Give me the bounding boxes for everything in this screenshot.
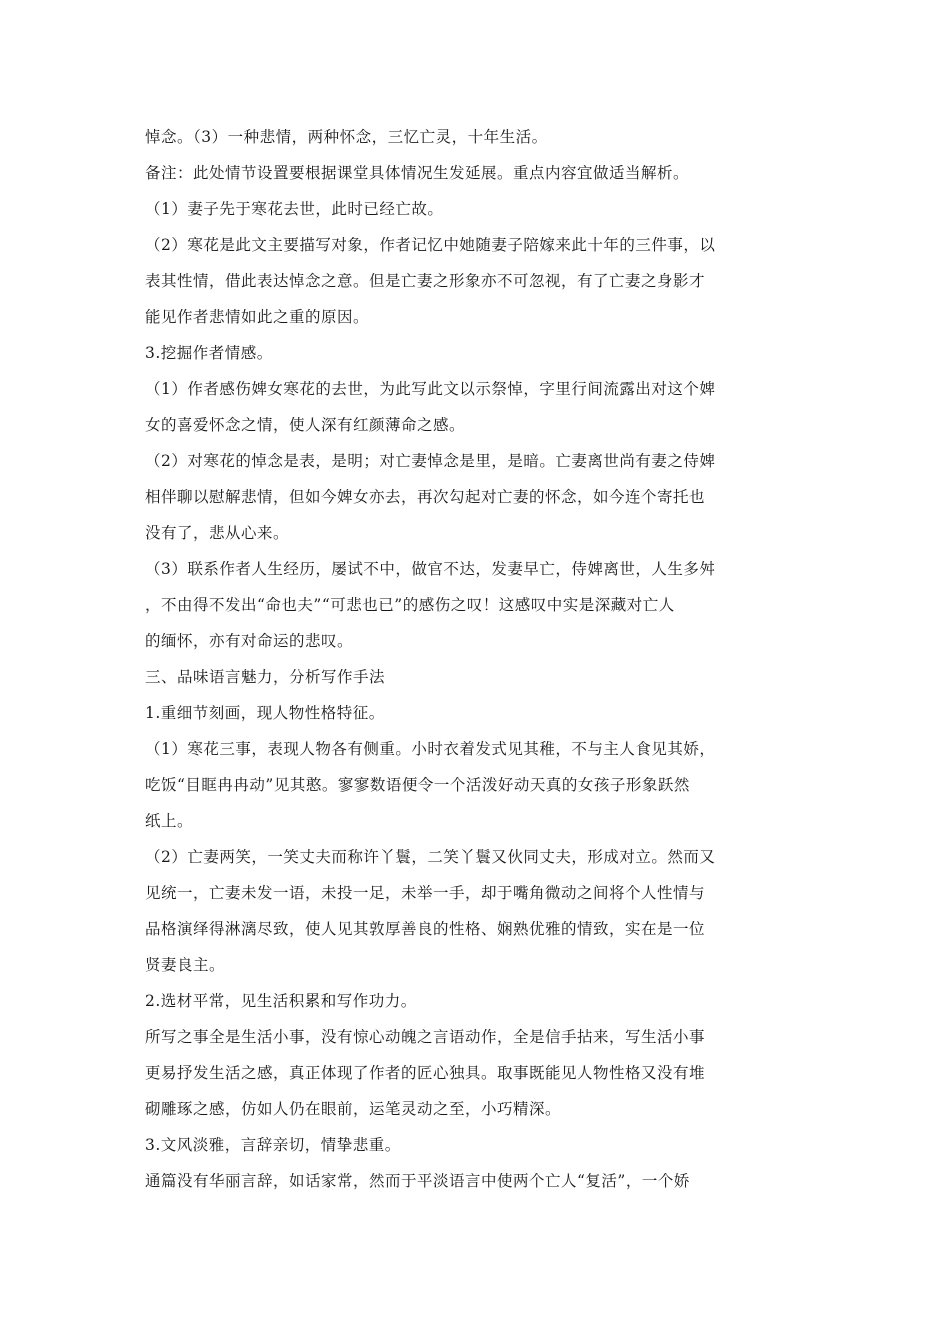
text-line: 吃饭“目眶冉冉动”见其憨。寥寥数语便令一个活泼好动天真的女孩子形象跃然 — [145, 776, 690, 794]
text-line: 表其性情，借此表达悼念之意。但是亡妻之形象亦不可忽视，有了亡妻之身影才 — [145, 272, 706, 290]
section-heading: 三、品味语言魅力，分析写作手法 — [145, 668, 386, 686]
text-line: 所写之事全是生活小事，没有惊心动魄之言语动作，全是信手拈来，写生活小事 — [145, 1028, 706, 1046]
text-line: 女的喜爱怀念之情，使人深有红颜薄命之感。 — [145, 416, 466, 434]
text-line: 品格演绎得淋漓尽致，使人见其敦厚善良的性格、娴熟优雅的情致，实在是一位 — [145, 920, 706, 938]
text-line: （2）对寒花的悼念是表，是明；对亡妻悼念是里，是暗。亡妻离世尚有妻之侍婢 — [145, 452, 716, 470]
text-line: （1）妻子先于寒花去世，此时已经亡故。 — [145, 200, 444, 218]
document-body — [145, 119, 765, 1199]
text-line: 悼念。（3）一种悲情，两种怀念，三忆亡灵，十年生活。 — [145, 128, 548, 146]
text-line: 的缅怀，亦有对命运的悲叹。 — [145, 632, 354, 650]
text-line: （2）寒花是此文主要描写对象，作者记忆中她随妻子陪嫁来此十年的三件事，以 — [145, 236, 716, 254]
section-heading: 2.选材平常，见生活积累和写作功力。 — [145, 992, 417, 1010]
section-heading: 3.挖掘作者情感。 — [145, 344, 273, 362]
text-line: 贤妻良主。 — [145, 956, 226, 974]
text-line: 更易抒发生活之感，真正体现了作者的匠心独具。取事既能见人物性格又没有堆 — [145, 1064, 706, 1082]
text-line: ，不由得不发出“命也夫”“可悲也已”的感伤之叹！这感叹中实是深藏对亡人 — [145, 596, 675, 614]
text-line: 能见作者悲情如此之重的原因。 — [145, 308, 370, 326]
text-line: （3）联系作者人生经历，屡试不中，做官不达，发妻早亡，侍婢离世，人生多舛 — [145, 560, 716, 578]
text-line: （1）作者感伤婢女寒花的去世，为此写此文以示祭悼，字里行间流露出对这个婢 — [145, 380, 716, 398]
text-line: 备注：此处情节设置要根据课堂具体情况生发延展。重点内容宜做适当解析。 — [145, 164, 690, 182]
section-heading: 3.文风淡雅，言辞亲切，情挚悲重。 — [145, 1136, 401, 1154]
text-line: 见统一，亡妻未发一语，未投一足，未举一手，却于嘴角微动之间将个人性情与 — [145, 884, 706, 902]
text-line: 纸上。 — [145, 812, 194, 830]
text-line: 通篇没有华丽言辞，如话家常，然而于平淡语言中使两个亡人“复活”，一个娇 — [145, 1172, 690, 1190]
text-line: 相伴聊以慰解悲情，但如今婢女亦去，再次勾起对亡妻的怀念，如今连个寄托也 — [145, 488, 706, 506]
text-line: （2）亡妻两笑，一笑丈夫而称许丫鬟，二笑丫鬟又伙同丈夫，形成对立。然而又 — [145, 848, 716, 866]
text-line: 没有了，悲从心来。 — [145, 524, 290, 542]
text-line: 砌雕琢之感，仿如人仍在眼前，运笔灵动之至，小巧精深。 — [145, 1100, 562, 1118]
section-heading: 1.重细节刻画，现人物性格特征。 — [145, 704, 385, 722]
text-line: （1）寒花三事，表现人物各有侧重。小时衣着发式见其稚，不与主人食见其娇， — [145, 740, 716, 758]
